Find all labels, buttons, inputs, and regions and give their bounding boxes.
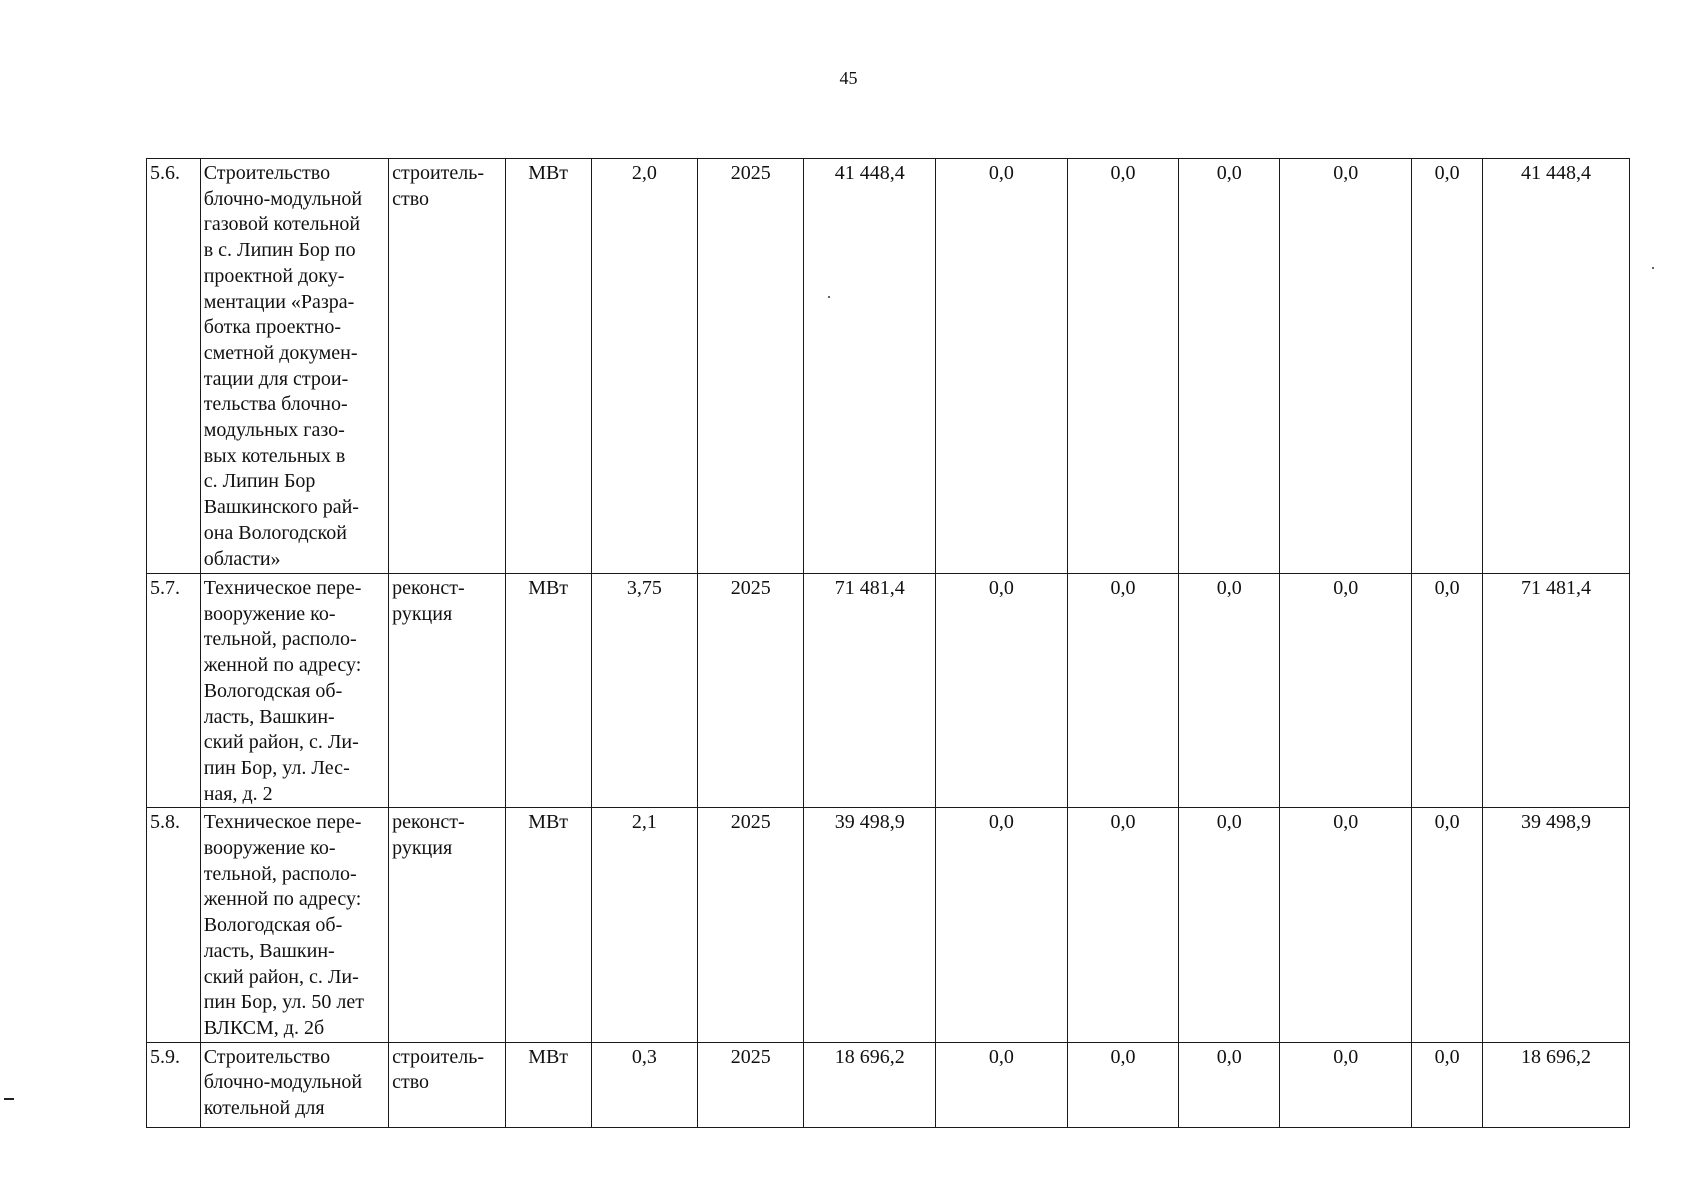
row-sum: 18 696,2 (1483, 1042, 1630, 1127)
total-cost: 71 481,4 (804, 574, 936, 808)
object-name: Строительство блочно-модульной газовой котельной в с. Липин Бор по проектной доку- ментации «Разра- ботка проектно- сметной докумен- тации для строи- тельства блочно- модульных газо- вых котельных в с. Липин Бор Вашкинского рай- она Вологодской области» (200, 159, 388, 574)
year: 2025 (698, 574, 804, 808)
unit: МВт (505, 574, 591, 808)
unit: МВт (505, 1042, 591, 1127)
work-type: реконст- рукция (389, 808, 505, 1042)
funding-value: 0,0 (1280, 1042, 1412, 1127)
capacity: 3,75 (591, 574, 697, 808)
funding-value: 0,0 (1179, 808, 1280, 1042)
row-number: 5.7. (147, 574, 201, 808)
row-number: 5.6. (147, 159, 201, 574)
funding-value: 0,0 (1067, 574, 1178, 808)
funding-value: 0,0 (1067, 159, 1178, 574)
table-row (147, 808, 1630, 1042)
funding-value: 0,0 (936, 159, 1068, 574)
capacity: 2,1 (591, 808, 697, 1042)
year: 2025 (698, 1042, 804, 1127)
program-table (146, 158, 1630, 1128)
capacity: 0,3 (591, 1042, 697, 1127)
row-sum: 41 448,4 (1483, 159, 1630, 574)
row-sum: 71 481,4 (1483, 574, 1630, 808)
funding-value: 0,0 (1412, 574, 1483, 808)
table-row (147, 574, 1630, 808)
funding-value: 0,0 (1067, 1042, 1178, 1127)
funding-value: 0,0 (936, 808, 1068, 1042)
funding-value: 0,0 (1067, 808, 1178, 1042)
total-cost: 41 448,4 (804, 159, 936, 574)
funding-value: 0,0 (1412, 1042, 1483, 1127)
scan-edge-mark (4, 1098, 14, 1100)
object-name: Техническое пере- вооружение ко- тельной, располо- женной по адресу: Вологодская об- ласть, Вашкин- ский район, с. Ли- пин Бор, ул. Лес- ная, д. 2 (200, 574, 388, 808)
row-sum: 39 498,9 (1483, 808, 1630, 1042)
row-number: 5.8. (147, 808, 201, 1042)
funding-value: 0,0 (936, 1042, 1068, 1127)
funding-value: 0,0 (1412, 159, 1483, 574)
work-type: строитель- ство (389, 159, 505, 574)
work-type: строитель- ство (389, 1042, 505, 1127)
total-cost: 39 498,9 (804, 808, 936, 1042)
funding-value: 0,0 (1179, 1042, 1280, 1127)
funding-value: 0,0 (936, 574, 1068, 808)
funding-value: 0,0 (1280, 159, 1412, 574)
year: 2025 (698, 159, 804, 574)
unit: МВт (505, 808, 591, 1042)
funding-value: 0,0 (1280, 574, 1412, 808)
table-row (147, 1042, 1630, 1127)
funding-value: 0,0 (1412, 808, 1483, 1042)
scan-speck (1652, 267, 1654, 269)
unit: МВт (505, 159, 591, 574)
object-name: Строительство блочно-модульной котельной для (200, 1042, 388, 1127)
work-type: реконст- рукция (389, 574, 505, 808)
year: 2025 (698, 808, 804, 1042)
funding-value: 0,0 (1280, 808, 1412, 1042)
funding-value: 0,0 (1179, 574, 1280, 808)
total-cost: 18 696,2 (804, 1042, 936, 1127)
capacity: 2,0 (591, 159, 697, 574)
page-number: 45 (839, 68, 858, 88)
table-row (147, 159, 1630, 574)
object-name: Техническое пере- вооружение ко- тельной, располо- женной по адресу: Вологодская об- ласть, Вашкин- ский район, с. Ли- пин Бор, ул. 50 лет ВЛКСМ, д. 2б (200, 808, 388, 1042)
funding-value: 0,0 (1179, 159, 1280, 574)
row-number: 5.9. (147, 1042, 201, 1127)
